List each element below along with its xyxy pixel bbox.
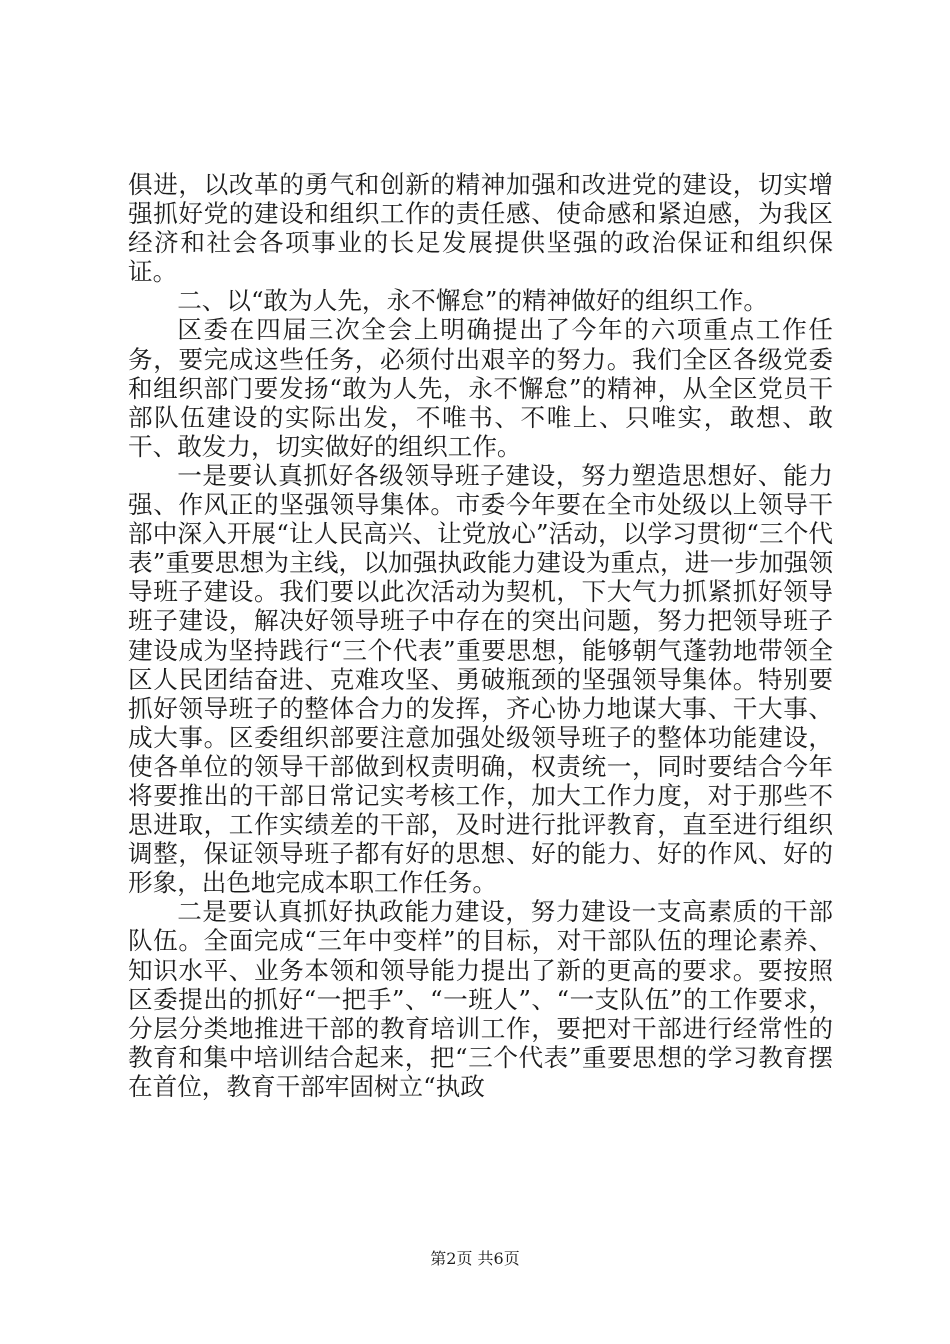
paragraph-continued: 俱进，以改革的勇气和创新的精神加强和改进党的建设，切实增强抓好党的建设和组织工作的责任感、使命感和紧迫感，为我区经济和社会各项事业的长足发展提供坚强的政治保证和组织保证。 [128,170,833,287]
document-body [128,170,833,1101]
paragraph: 一是要认真抓好各级领导班子建设，努力塑造思想好、能力强、作风正的坚强领导集体。市委今年要在全市处级以上领导干部中深入开展“让人民高兴、让党放心”活动，以学习贯彻“三个代表”重要思想为主线，以加强执政能力建设为重点，进一步加强领导班子建设。我们要以此次活动为契机，下大气力抓紧抓好领导班子建设，解决好领导班子中存在的突出问题，努力把领导班子建设成为坚持践行“三个代表”重要思想，能够朝气蓬勃地带领全区人民团结奋进、克难攻坚、勇破瓶颈的坚强领导集体。特别要抓好领导班子的整体合力的发挥，齐心协力地谋大事、干大事、成大事。区委组织部要注意加强处级领导班子的整体功能建设，使各单位的领导干部做到权责明确，权责统一，同时要结合今年将要推出的干部日常记实考核工作，加大工作力度，对于那些不思进取，工作实绩差的干部，及时进行批评教育，直至进行组织调整，保证领导班子都有好的思想、好的能力、好的作风、好的形象，出色地完成本职工作任务。 [128,460,833,898]
paragraph: 二是要认真抓好执政能力建设，努力建设一支高素质的干部队伍。全面完成“三年中变样”的目标，对干部队伍的理论素养、知识水平、业务本领和领导能力提出了新的更高的要求。要按照区委提出的抓好“一把手”、“一班人”、“一支队伍”的工作要求，分层分类地推进干部的教育培训工作，要把对干部进行经常性的教育和集中培训结合起来，把“三个代表”重要思想的学习教育摆在首位，教育干部牢固树立“执政 [128,897,833,1101]
page-number-footer: 第2页 共6页 [430,1249,520,1268]
section-heading: 二、以“敢为人先，永不懈怠”的精神做好的组织工作。 [177,286,768,316]
paragraph: 区委在四届三次全会上明确提出了今年的六项重点工作任务，要完成这些任务，必须付出艰辛的努力。我们全区各级党委和组织部门要发扬“敢为人先，永不懈怠”的精神，从全区党员干部队伍建设的实际出发，不唯书、不唯上、只唯实，敢想、敢干、敢发力，切实做好的组织工作。 [128,315,833,461]
